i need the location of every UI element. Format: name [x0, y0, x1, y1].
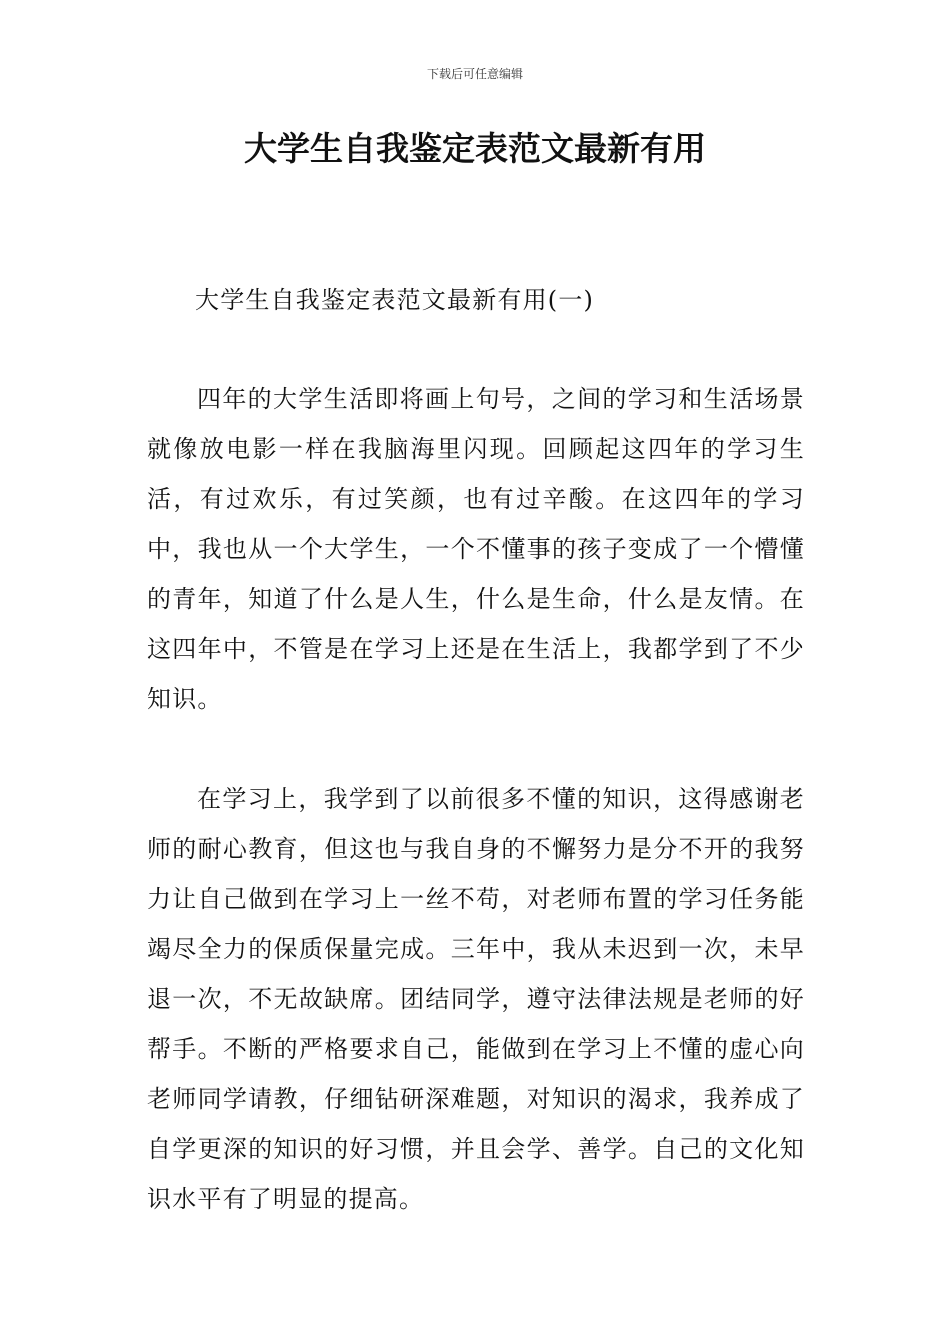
- header-note: 下载后可任意编辑: [426, 67, 523, 81]
- paragraph: 四年的大学生活即将画上句号，之间的学习和生活场景就像放电影一样在我脑海里闪现。回顾起这四年的学习生活，有过欢乐，有过笑颜，也有过辛酸。在这四年的学习中，我也从一个大学生，一个不懂事的孩子变成了一个懵懂的青年，知道了什么是人生，什么是生命，什么是友情。在这四年中，不管是在学习上还是在生活上，我都学到了不少知识。: [147, 385, 805, 713]
- document-title: 大学生自我鉴定表范文最新有用: [244, 129, 706, 168]
- section-heading: 大学生自我鉴定表范文最新有用(一): [195, 286, 595, 314]
- paragraph: 在学习上，我学到了以前很多不懂的知识，这得感谢老师的耐心教育，但这也与我自身的不懈努力是分不开的我努力让自己做到在学习上一丝不苟，对老师布置的学习任务能竭尽全力的保质保量完成。三年中，我从未迟到一次，未早退一次，不无故缺席。团结同学，遵守法律法规是老师的好帮手。不断的严格要求自己，能做到在学习上不懂的虚心向老师同学请教，仔细钻研深难题，对知识的渴求，我养成了自学更深的知识的好习惯，并且会学、善学。自己的文化知识水平有了明显的提高。: [147, 785, 805, 1213]
